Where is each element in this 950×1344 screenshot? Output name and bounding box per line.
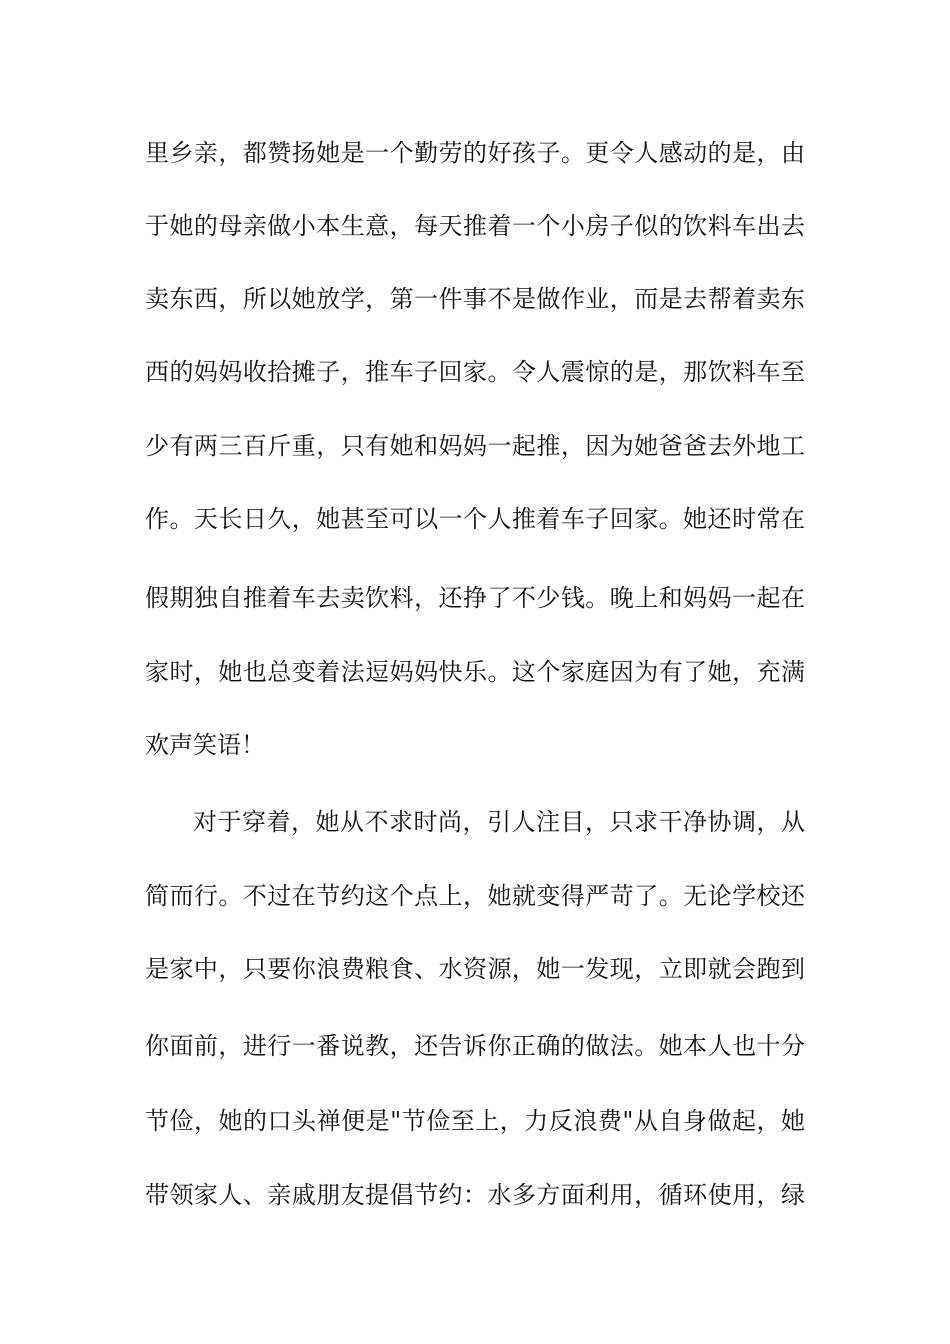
text-line: 作。天长日久，她甚至可以一个人推着车子回家。她还时常在: [145, 505, 805, 533]
text-line: 节俭，她的口头禅便是"节俭至上，力反浪费"从自身做起，她: [145, 1107, 805, 1135]
text-line: 简而行。不过在节约这个点上，她就变得严苛了。无论学校还: [145, 882, 805, 910]
text-line: 少有两三百斤重，只有她和妈妈一起推，因为她爸爸去外地工: [145, 432, 805, 460]
text-line: 是家中，只要你浪费粮食、水资源，她一发现，立即就会跑到: [145, 955, 805, 983]
text-line: 家时，她也总变着法逗妈妈快乐。这个家庭因为有了她，充满: [145, 658, 805, 686]
text-line: 假期独自推着车去卖饮料，还挣了不少钱。晚上和妈妈一起在: [145, 584, 805, 612]
text-line: 对于穿着，她从不求时尚，引人注目，只求干净协调，从: [193, 808, 805, 836]
text-line: 带领家人、亲戚朋友提倡节约：水多方面利用，循环使用，绿: [145, 1181, 805, 1209]
text-line: 你面前，进行一番说教，还告诉你正确的做法。她本人也十分: [145, 1032, 805, 1060]
text-line: 卖东西，所以她放学，第一件事不是做作业，而是去帮着卖东: [145, 285, 805, 313]
text-line: 西的妈妈收拾摊子，推车子回家。令人震惊的是，那饮料车至: [145, 358, 805, 386]
text-line: 里乡亲，都赞扬她是一个勤劳的好孩子。更令人感动的是，由: [145, 139, 805, 167]
text-line: 欢声笑语！: [145, 731, 265, 759]
text-line: 于她的母亲做小本生意，每天推着一个小房子似的饮料车出去: [145, 212, 805, 240]
